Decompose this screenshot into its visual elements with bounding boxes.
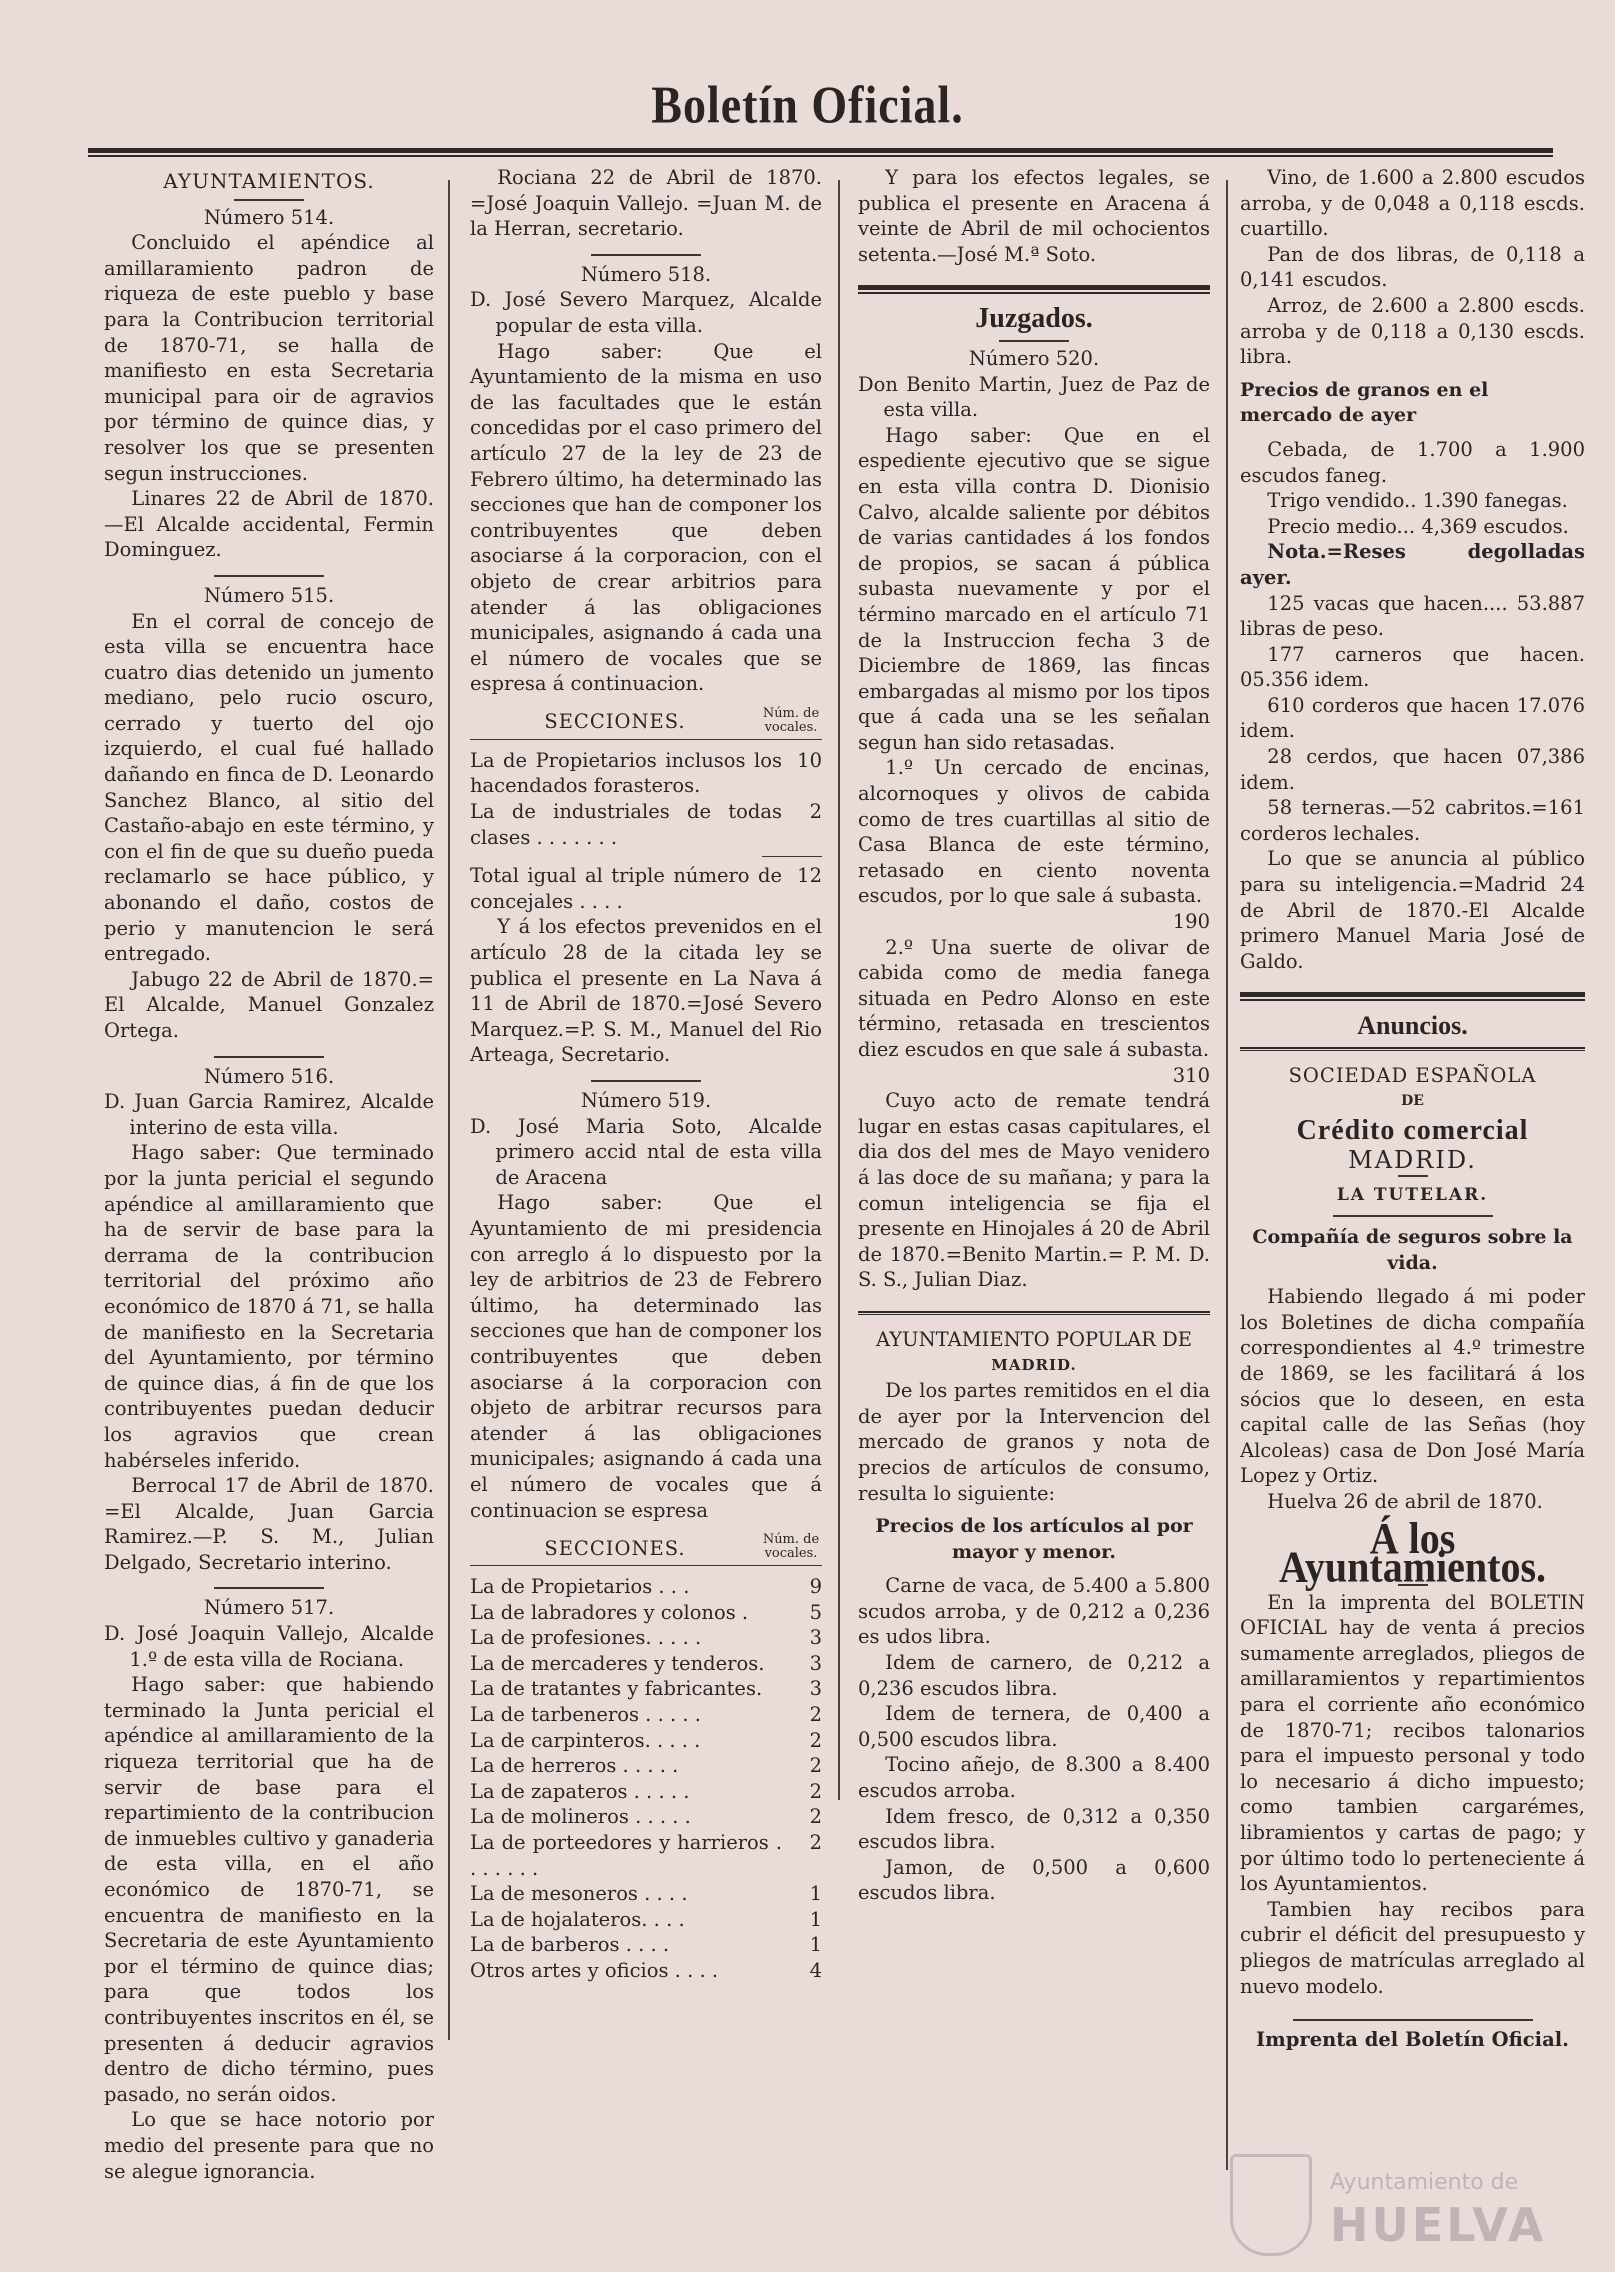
notice-close: Lo que se anuncia al público para su inteligencia.=Madrid 24 de Abril de 1870.-El Alcalde primero Manuel Maria José de Galdo. [1240,847,1585,973]
sections-table-header: SECCIONES. Núm. de vocales. [544,1532,820,1562]
notice-text: Hago saber: Que el Ayuntamiento de mi presidencia con arreglo á lo dispuesto por la ley de arbitrios de 23 de Febrero último, ha determinado las secciones que han de componer los contribuyentes que deben asociarse á la corporacion con objeto de arbitrar recursos para atender á las obligaciones municipales; asignando á cada una el número de vocales que á continuacion se espresa [470,1191,822,1522]
notice-heading: D. José Maria Soto, Alcalde primero accid ntal de esta villa de Aracena [470,1114,822,1189]
section-label: La de herreros . . . . . [470,1754,679,1778]
section-heading: AYUNTAMIENTOS. [163,169,375,193]
notice-close: Lo que se hace notorio por medio del presente para que no se alegue ignorancia. [104,2108,434,2183]
column-divider [1226,180,1228,2170]
table-row [470,1830,822,1881]
section-vocales: 2 [809,1831,822,1855]
table-total-row: Total igual al triple número de concejales . . . . 12 [470,864,822,913]
notice-number: Número 518. [580,262,712,286]
watermark [1230,2150,1600,2260]
section-vocales: 3 [809,1626,822,1650]
notice-number: Número 517. [203,1596,335,1620]
grain-item: Cebada, de 1.700 a 1.900 escudos faneg. [1240,437,1585,487]
notice-number: Número 515. [203,583,335,607]
ad-de: DE [1401,1092,1424,1109]
table-row [470,1702,822,1728]
section-label: La de carpinteros. . . . . [470,1728,701,1752]
column-1 [104,165,434,2183]
auction-item: 2.º Una suerte de olivar de cabida como de media fanega situada en Pedro Alonso en este término, retasada en trescientos diez escudos en que sale á subasta. [858,935,1210,1061]
section-vocales: 5 [809,1600,822,1624]
notice-heading: D. José Severo Marquez, Alcalde popular de esta villa. [470,288,822,337]
notice-heading: Don Benito Martin, Juez de Paz de esta villa. [858,372,1210,422]
table-row [470,1804,822,1830]
section-label: La de industriales de todas clases . . . . . . . [470,800,782,849]
notice-heading: D. José Joaquin Vallejo, Alcalde 1.º de esta villa de Rociana. [104,1622,434,1671]
madrid-subheading: MADRID. [991,1355,1077,1374]
sections-table-header: SECCIONES. Núm. de vocales. [544,705,820,735]
section-label: La de Propietarios . . . [470,1575,690,1599]
price-item: Idem de ternera, de 0,400 a 0,500 escudos libra. [858,1702,1210,1751]
notice-signature: Berrocal 17 de Abril de 1870. =El Alcalde, Juan Garcia Ramirez.—P. S. M., Julian Delgado, Secretario interino. [104,1474,434,1574]
table-row [470,1625,822,1651]
ad-madrid: MADRID. [1348,1145,1477,1174]
column-divider [448,180,450,2040]
ad-credito: Crédito comercial [1296,1115,1529,1147]
reses-item: 610 corderos que hacen 17.076 idem. [1240,693,1585,743]
section-label: La de zapateros . . . . . [470,1779,690,1803]
section-vocales: 2 [809,1754,822,1778]
grain-item: Trigo vendido.. 1.390 fanegas. [1267,489,1568,513]
ad-compania: Compañía de seguros sobre la vida. [1252,1225,1573,1274]
granos-heading: Precios de granos en el mercado de ayer [1240,378,1489,427]
table-row [470,1958,822,1984]
price-item: Jamon, de 0,500 a 0,600 escudos libra. [858,1855,1210,1905]
section-vocales: 1 [809,1907,822,1931]
watermark-line-2: HUELVA [1330,2198,1547,2252]
table-row [470,748,822,799]
column-4 [1240,165,1585,2165]
notice-heading: D. Juan Garcia Ramirez, Alcalde interino de esta villa. [104,1090,434,1139]
section-label: La de labradores y colonos . [470,1600,749,1624]
shield-icon [1230,2154,1312,2256]
table-row [470,1779,822,1805]
section-label: La de mesoneros . . . . [470,1882,688,1906]
ayuntamientos-heading: Á los Ayuntamientos. [1278,1512,1547,1591]
table-row [470,1728,822,1754]
table-row [470,1574,822,1600]
imprint: Imprenta del Boletín Oficial. [1256,2028,1569,2052]
section-vocales: 3 [809,1677,822,1701]
price-item: Idem fresco, de 0,312 a 0,350 escudos libra. [858,1804,1210,1854]
notice-number: Número 519. [580,1089,712,1112]
notice-text: En el corral de concejo de esta villa se encuentra hace cuatro dias detenido un jumento mediano, pelo rucio oscuro, cerrado y tuerto del ojo izquierdo, el cual fué hallado dañando en finca de D. Leonardo Sanchez Blanco, al sitio del Castaño-abajo en este término, y con el fin de que su dueño pueda reclamarlo se hace público, y abonando el daño, costos de perio y manutencion le será entregado. [104,609,434,966]
reses-item: 177 carneros que hacen. 05.356 idem. [1240,642,1585,692]
section-label: Otros artes y oficios . . . . [470,1959,719,1982]
section-label: La de tarbeneros . . . . . [470,1703,701,1727]
column-3 [858,165,1210,2165]
price-item: Pan de dos libras, de 0,118 a 0,141 escudos. [1240,242,1585,292]
column-divider [838,180,840,1800]
price-item: Vino, de 1.600 a 2.800 escudos arroba, y de 0,048 a 0,118 escds. cuartillo. [1240,166,1585,241]
auction-value: 190 [1172,910,1210,934]
table-row [470,1753,822,1779]
table-row [470,1600,822,1626]
auction-item: 1.º Un cercado de encinas, alcornoques y olivos de cabida como de tres cuartillas al sitio de Casa Blanca de este término, retasado en ciento noventa escudos, por lo que sale á subasta. [858,756,1210,908]
section-vocales: 10 [797,748,822,772]
notice-close: Y para los efectos legales, se publica el presente en Aracena á veinte de Abril de mil ochocientos setenta.—José M.ª Soto. [858,166,1210,266]
notice-text: Hago saber: Que en el espediente ejecutivo que se sigue en esta villa contra D. Dionisio Calvo, alcalde saliente por débitos de varias cantidades á los fondos de propios, se sacan á pública subasta nuevamente y por el término marcado en el artículo 71 de la Instruccion fecha 3 de Diciembre de 1869, las fincas embargadas al mismo por los tipos que á cada una se les señalan segun han sido retasadas. [858,423,1210,754]
notice-signature: Jabugo 22 de Abril de 1870.= El Alcalde, Manuel Gonzalez Ortega. [104,967,434,1042]
table-row [470,1676,822,1702]
notice-number: Número 516. [203,1064,335,1088]
section-vocales: 2 [809,800,822,824]
madrid-heading: AYUNTAMIENTO POPULAR DE [876,1327,1192,1351]
section-vocales: 2 [809,1805,822,1829]
section-label: La de porteedores y harrieros . . . . . . . [470,1831,782,1880]
section-vocales: 4 [809,1959,822,1982]
section-vocales: 2 [809,1728,822,1752]
section-vocales: 2 [809,1703,822,1727]
notice-text: Hago saber: que habiendo terminado la Junta pericial el apéndice al amillaramiento de la riqueza territorial que ha de servir de base para el repartimiento de la contribucion de inmuebles cultivo y ganaderia de esta villa, en el año económico de 1870-71, se encuentra de manifiesto en la Secretaria de este Ayuntamiento por el término de quince dias; para que todos los contribuyentes inscritos en él, se presenten á deducir agravios dentro de dicho término, pues pasado, no serán oidos. [104,1673,434,2106]
nota-heading: Nota.=Reses degolladas ayer. [1240,540,1585,589]
section-label: La de tratantes y fabricantes. [470,1677,763,1701]
madrid-text: De los partes remitidos en el dia de ayer por la Intervencion del mercado de granos y nota de precios de artículos de consumo, resulta lo siguiente: [858,1379,1210,1505]
auction-value: 310 [1172,1063,1210,1087]
sections-table [470,748,822,850]
juzgados-heading: Juzgados. [975,303,1093,335]
section-label: La de hojalateros. . . . [470,1907,685,1931]
notice-text: Hago saber: Que terminado por la junta pericial el segundo apéndice al amillaramiento que ha de servir de base para la derrama de la contribucion territorial del próximo año económico de 1870 á 71, se halla de manifiesto en la Secretaria del Ayuntamiento, por término de quince dias, á fin de que los contribuyentes puedan deducir los agravios que crean habérseles inferido. [104,1141,434,1472]
column-2 [470,165,822,2165]
section-label: La de molineros . . . . . [470,1805,691,1829]
section-vocales: 1 [809,1882,822,1906]
section-label: La de mercaderes y tenderos. [470,1651,765,1675]
notice-number: Número 514. [203,205,335,229]
grain-item: Precio medio... 4,369 escudos. [1267,514,1569,538]
notice-close: Y á los efectos prevenidos en el artículo 28 de la citada ley se publica el presente en La Nava á 11 de Abril de 1870.=José Severo Marquez.=P. S. M., Manuel del Rio Arteaga, Secretario. [470,915,822,1067]
section-vocales: 2 [809,1779,822,1803]
price-item: Idem de carnero, de 0,212 a 0,236 escudos libra. [858,1651,1210,1700]
ayuntamientos-text: En la imprenta del BOLETIN OFICIAL hay de venta á precios sumamente arreglados, pliegos de amillaramientos y repartimientos para el corriente año económico de 1870-71; recibos talonarios para el impuesto personal y todo lo necesario á dicho impuesto; como tambien cargarémes, libramientos y cartas de pago; y por último todo lo perteneciente á los Ayuntamientos. [1240,1590,1585,1896]
top-rule [88,148,1553,157]
prices-heading: Precios de los artículos al por mayor y menor. [875,1515,1193,1563]
section-vocales: 3 [809,1651,822,1675]
page-title: Boletín Oficial. [651,75,964,134]
section-label: La de Propietarios inclusos los hacendados forasteros. [470,748,782,798]
table-row [470,799,822,850]
anuncios-heading: Anuncios. [1357,1011,1468,1041]
price-item: Carne de vaca, de 5.400 a 5.800 scudos arroba, y de 0,212 a 0,236 es udos libra. [858,1574,1210,1649]
notice-text: Hago saber: Que el Ayuntamiento de la misma en uso de las facultades que le están concedidas por el caso primero del artículo 27 de la ley de 23 de Febrero último, ha determinado las secciones que han de componer los contribuyentes que deben asociarse á la corporacion, con el objeto de crear arbitrios para atender á las obligaciones municipales, asignando á cada una el número de vocales que se espresa á continuacion. [470,339,822,696]
notice-number: Número 520. [968,346,1100,370]
table-row [470,1907,822,1933]
price-item: Tocino añejo, de 8.300 a 8.400 escudos arroba. [858,1753,1210,1803]
table-row [470,1881,822,1907]
section-label: La de profesiones. . . . . [470,1626,702,1650]
ayuntamientos-text-2: Tambien hay recibos para cubrir el déficit del presupuesto y pliegos de matrículas arreglado al nuevo modelo. [1240,1897,1585,1998]
notice-close: Cuyo acto de remate tendrá lugar en estas casas capitulares, el dia dos del mes de Mayo venidero á las doce de su mañana; y para la comun inteligencia se fija el presente en Hinojales á 20 de Abril de 1870.=Benito Martin.= P. M. D. S. S., Julian Diaz. [858,1089,1210,1292]
price-item: Arroz, de 2.600 a 2.800 escds. arroba y de 0,118 a 0,130 escds. libra. [1240,293,1585,369]
notice-signature: Linares 22 de Abril de 1870. —El Alcalde accidental, Fermin Dominguez. [104,487,434,562]
ad-society: SOCIEDAD ESPAÑOLA [1288,1064,1537,1087]
notice-signature: Rociana 22 de Abril de 1870. =José Joaquin Vallejo. =Juan M. de la Herran, secretario. [470,166,822,241]
reses-item: 58 terneras.—52 cabritos.=161 corderos lechales. [1240,796,1585,845]
section-label: La de barberos . . . . [470,1933,670,1957]
ad-tutelar: LA TUTELAR. [1336,1185,1489,1206]
watermark-line-1: Ayuntamiento de [1330,2170,1519,2195]
sections-table [470,1574,822,1984]
reses-item: 125 vacas que hacen.... 53.887 libras de peso. [1240,591,1585,641]
section-vocales: 1 [809,1933,822,1957]
ad-signature: Huelva 26 de abril de 1870. [1267,1489,1543,1513]
ad-text: Habiendo llegado á mi poder los Boletines de dicha compañía correspondientes al 4.º trimestre de 1869, se les facilitará á los sócios que lo deseen, en esta capital calle de las Señas (hoy Alcoleas) casa de Don José María Lopez y Ortiz. [1240,1285,1585,1488]
notice-text: Concluido el apéndice al amillaramiento padron de riqueza de este pueblo y base para la Contribucion territorial de 1870-71, se halla de manifiesto en esta Secretaria municipal para oir de agravios por término de quince dias, y resolver los que se presenten segun instrucciones. [104,231,434,485]
section-vocales: 9 [809,1575,822,1599]
table-row [470,1651,822,1677]
table-row [470,1932,822,1958]
reses-item: 28 cerdos, que hacen 07,386 idem. [1240,745,1585,794]
